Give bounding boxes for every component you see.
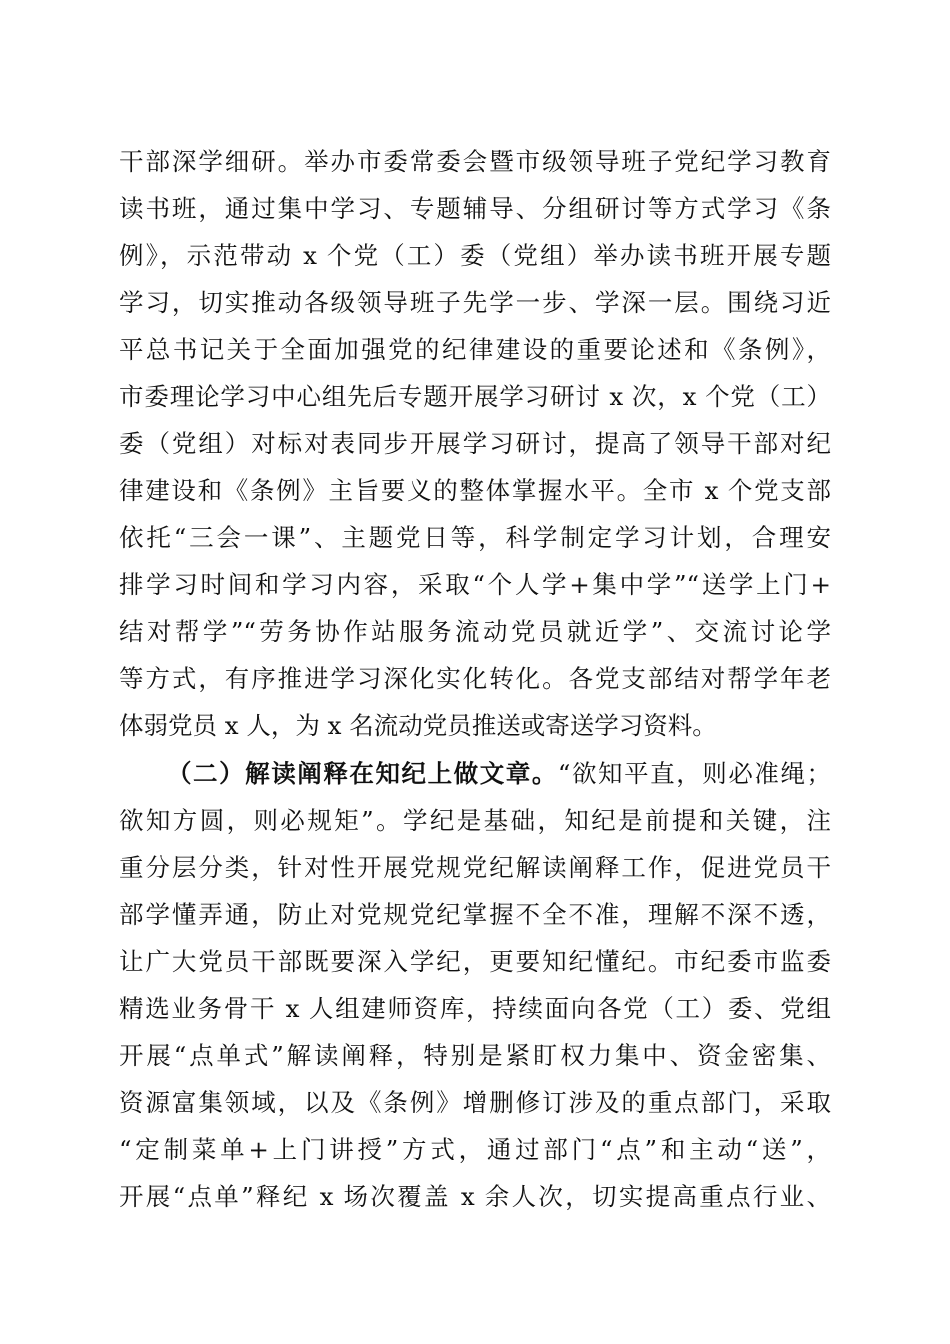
body-text-line: 重分层分类，针对性开展党规党纪解读阐释工作，促进党员干 [119,853,831,882]
body-text-line: 平总书记关于全面加强党的纪律建设的重要论述和《条例》， [119,335,831,364]
body-text-line: 学习，切实推动各级领导班子先学一步、学深一层。围绕习近 [119,288,831,317]
body-text-line: 委（党组）对标对表同步开展学习研讨，提高了领导干部对纪 [119,429,831,458]
body-text-line: 精选业务骨干 x 人组建师资库，持续面向各党（工）委、党组 [119,994,831,1023]
body-text-line: 等方式，有序推进学习深化实化转化。各党支部结对帮学年老 [119,664,831,693]
body-text-line: 依托“三会一课”、主题党日等，科学制定学习计划，合理安 [119,523,831,552]
body-text-line: 让广大党员干部既要深入学纪，更要知纪懂纪。市纪委市监委 [119,947,831,976]
body-text-line: 结对帮学”“劳务协作站服务流动党员就近学”、交流讨论学 [119,617,831,646]
body-text-line: 排学习时间和学习内容，采取“个人学+集中学”“送学上门+ [119,570,831,599]
body-text-line: 律建设和《条例》主旨要义的整体掌握水平。全市 x 个党支部 [119,476,831,505]
section-heading-continuation: “欲知平直，则必准绳； [557,759,832,788]
body-text-line: 体弱党员 x 人，为 x 名流动党员推送或寄送学习资料。 [119,711,717,740]
body-text-line: “定制菜单+上门讲授”方式，通过部门“点”和主动“送”， [119,1135,831,1164]
section-heading-line [167,754,831,794]
body-text-line: 部学懂弄通，防止对党规党纪掌握不全不准，理解不深不透， [119,900,831,929]
body-text-line: 市委理论学习中心组先后专题开展学习研讨 x 次，x 个党（工） [119,382,831,411]
body-text-line: 读书班，通过集中学习、专题辅导、分组研讨等方式学习《条 [119,194,831,223]
body-text-line: 资源富集领域，以及《条例》增删修订涉及的重点部门，采取 [119,1088,831,1117]
body-text-line: 欲知方圆，则必规矩”。学纪是基础，知纪是前提和关键，注 [119,806,831,835]
body-text-line: 干部深学细研。举办市委常委会暨市级领导班子党纪学习教育 [119,147,831,176]
body-text-line: 开展“点单”释纪 x 场次覆盖 x 余人次，切实提高重点行业、 [119,1182,831,1211]
section-heading: （二）解读阐释在知纪上做文章。 [167,759,558,788]
body-text-line: 例》，示范带动 x 个党（工）委（党组）举办读书班开展专题 [119,241,831,270]
body-text-line: 开展“点单式”解读阐释，特别是紧盯权力集中、资金密集、 [119,1041,831,1070]
